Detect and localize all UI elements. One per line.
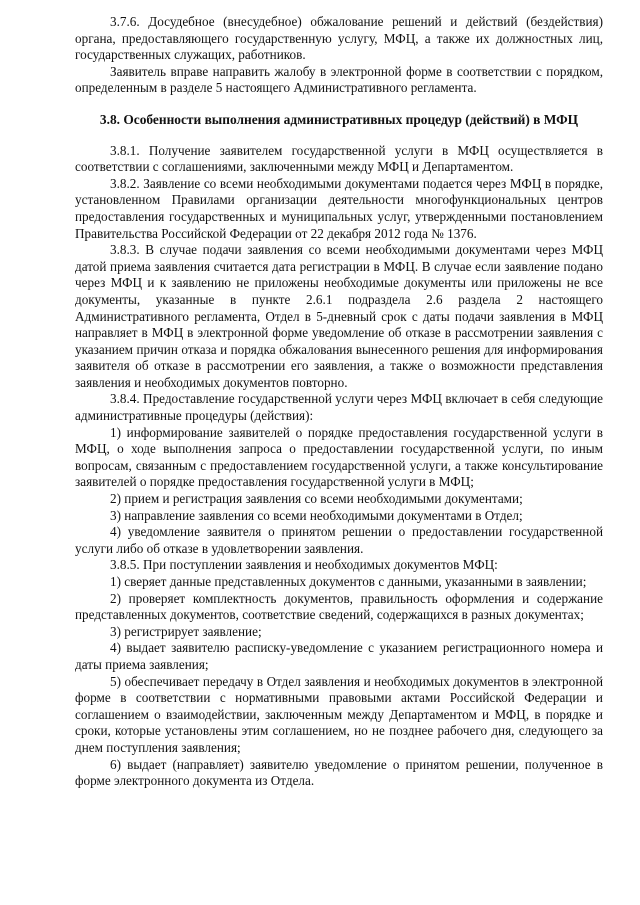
list-item-3-8-4-3: 3) направление заявления со всеми необходимыми документами в Отдел; bbox=[110, 507, 523, 523]
paragraph-3-8-3: 3.8.3. В случае подачи заявления со всеми необходимыми документами через МФЦ датой приема заявления считается дата регистрации в МФЦ. В случае если заявление подано через МФЦ и к заявлению не приложены необходимые документы или приложены не все документы, указанные в пункте 2.6.1 подраздела 2.6 раздела 2 настоящего Административного регламента, Отдел в 5-дневный срок с даты подачи заявления в МФЦ направляет в МФЦ в электронной форме уведомление об отказе в рассмотрении заявления с указанием причин отказа и порядка обжалования вынесенного решения для информирования заявителя об отказе в рассмотрении его заявления, а также о возможности представления заявления и необходимых документов повторно. bbox=[75, 242, 603, 390]
list-item-3-8-4-1: 1) информирование заявителей о порядке предоставления государственной услуги в МФЦ, о ходе выполнения запроса о предоставлении государственной услуги, по иным вопросам, связанным с предоставлением государственной услуги, а также консультирование заявителей о порядке предоставления государственной услуги в МФЦ; bbox=[75, 424, 603, 490]
list-item-3-8-5-4: 4) выдает заявителю расписку-уведомление с указанием регистрационного номера и даты приема заявления; bbox=[75, 640, 603, 672]
list-item-3-8-5-2: 2) проверяет комплектность документов, правильность оформления и содержание представленных документов, соответствие сведений, содержащихся в разных документах; bbox=[75, 590, 603, 623]
list-item-3-8-5-3: 3) регистрирует заявление; bbox=[110, 623, 262, 639]
paragraph-3-8-1: 3.8.1. Получение заявителем государственной услуги в МФЦ осуществляется в соответствии с соглашениями, заключенными между МФЦ и Департаментом. bbox=[75, 142, 603, 175]
list-item-3-8-4-4: 4) уведомление заявителя о принятом решении о предоставлении государственной услуги либо об отказе в удовлетворении заявления. bbox=[75, 524, 603, 556]
paragraph-3-8-4: 3.8.4. Предоставление государственной услуги через МФЦ включает в себя следующие административные процедуры (действия): bbox=[75, 391, 603, 424]
list-item-3-8-5-1: 1) сверяет данные представленных документов с данными, указанными в заявлении; bbox=[110, 574, 587, 589]
paragraph-3-8-5: 3.8.5. При поступлении заявления и необходимых документов МФЦ: bbox=[110, 557, 498, 573]
paragraph-complaint: Заявитель вправе направить жалобу в электронной форме в соответствии с порядком, определенным в разделе 5 настоящего Административного регламента. bbox=[75, 63, 603, 96]
section-heading-3-8: 3.8. Особенности выполнения административных процедур (действий) в МФЦ bbox=[99, 111, 579, 127]
list-item-3-8-5-5: 5) обеспечивает передачу в Отдел заявления и необходимых документов в электронной форме в соответствии с нормативными правовыми актами Российской Федерации и соглашением о взаимодействии, заключенным между Департаментом и МФЦ, в порядке и сроки, которые установлены этим соглашением, но не позднее рабочего дня, следующего за днем поступления заявления; bbox=[75, 673, 603, 755]
document-page bbox=[75, 14, 603, 790]
list-item-3-8-4-2: 2) прием и регистрация заявления со всеми необходимыми документами; bbox=[110, 491, 523, 507]
paragraph-3-8-2: 3.8.2. Заявление со всеми необходимыми документами подается через МФЦ в порядке, установленном Правилами организации деятельности многофункциональных центров предоставления государственных и муниципальных услуг, утвержденными постановлением Правительства Российской Федерации от 22 декабря 2012 года № 1376. bbox=[75, 175, 603, 241]
paragraph-3-7-6: 3.7.6. Досудебное (внесудебное) обжалование решений и действий (бездействия) органа, предоставляющего государственную услугу, МФЦ, а также их должностных лиц, государственных служащих, работников. bbox=[75, 14, 603, 63]
list-item-3-8-5-6: 6) выдает (направляет) заявителю уведомление о принятом решении, полученное в форме электронного документа из Отдела. bbox=[75, 756, 603, 789]
